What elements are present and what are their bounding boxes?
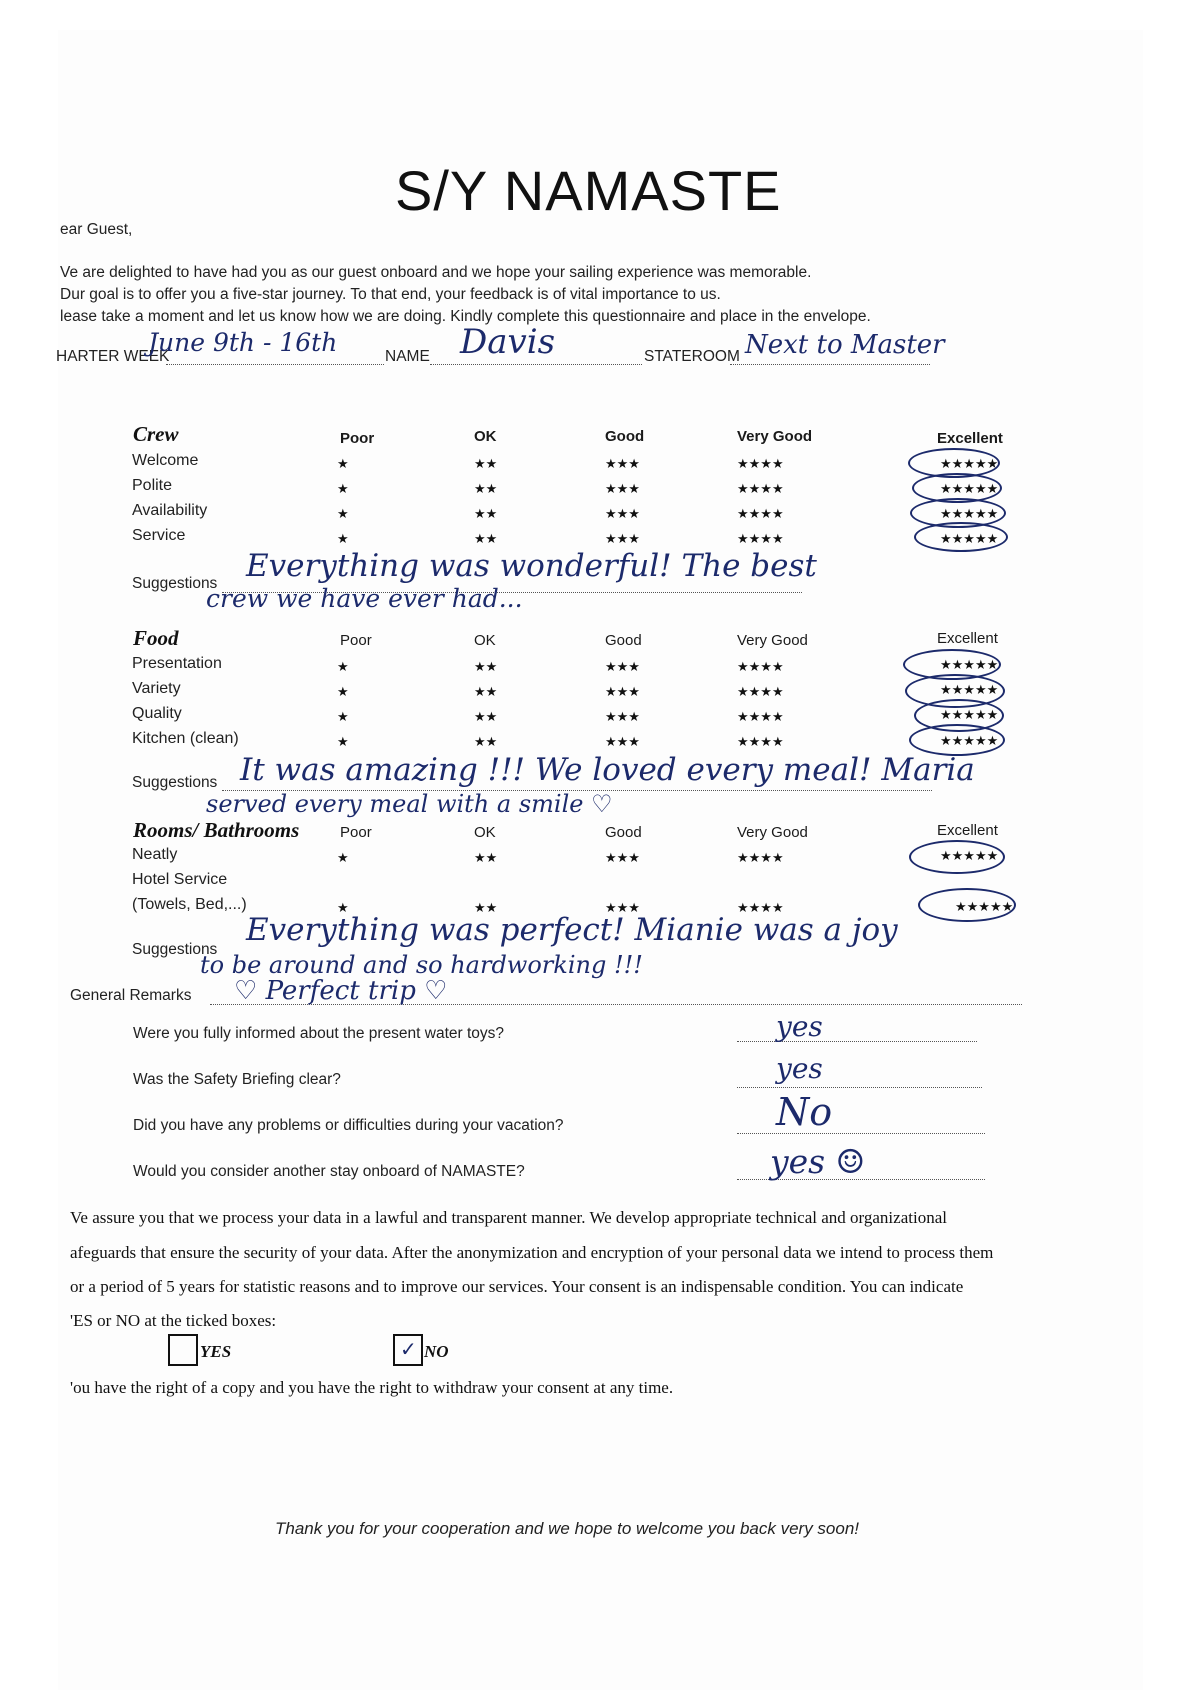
rooms-header-ok: OK [474,824,496,841]
star-1: ★ [337,900,349,915]
food-suggestions-label: Suggestions [132,774,218,791]
intro-line-2: Dur goal is to offer you a five-star journey. To that end, your feedback is of vital importance to us. [60,286,721,303]
star-5: ★★★★★ [940,733,999,748]
star-1: ★ [337,506,349,521]
crew-row-polite: Polite [132,477,173,494]
legal-line-2: afeguards that ensure the security of your data. After the anonymization and encryption of your personal data we intend to process them [70,1243,994,1262]
consent-no-label: NO [424,1342,449,1361]
charter-week-value[interactable]: June 9th - 16th [148,328,338,357]
star-2: ★★ [474,659,498,674]
intro-line-1: Ve are delighted to have had you as our guest onboard and we hope your sailing experience was memorable. [60,264,812,281]
food-row-quality: Quality [132,705,182,722]
food-row-kitchen: Kitchen (clean) [132,730,239,747]
crew-suggestion-text-1[interactable]: Everything was wonderful! The best [246,548,817,584]
legal-line-4: 'ES or NO at the ticked boxes: [70,1311,277,1330]
star-3: ★★★ [605,481,640,496]
star-4: ★★★★ [737,481,784,496]
star-5: ★★★★★ [940,707,999,722]
food-header-excellent: Excellent [937,630,998,647]
general-remarks-value[interactable]: ♡ Perfect trip ♡ [234,976,448,1006]
excellent-circle-mark[interactable] [909,840,1005,874]
star-3: ★★★ [605,684,640,699]
answer-water-toys[interactable]: yes [776,1010,823,1043]
star-5: ★★★★★ [940,481,999,496]
consent-no-checkbox[interactable] [393,1334,423,1366]
stateroom-label: STATEROOM [644,348,740,365]
legal-line-3: or a period of 5 years for statistic reasons and to improve our services. Your consent is an indispensable condition. You can indicate [70,1277,964,1296]
crew-header-good: Good [605,428,645,445]
stateroom-value[interactable]: Next to Master [745,330,945,360]
star-5: ★★★★★ [940,456,999,471]
star-2: ★★ [474,850,498,865]
star-3: ★★★ [605,531,640,546]
crew-header-poor: Poor [340,430,375,447]
answer-line [737,1133,985,1134]
star-5: ★★★★★ [940,506,999,521]
rooms-suggestion-text-1[interactable]: Everything was perfect! Mianie was a joy [246,912,898,948]
crew-suggestion-text-2[interactable]: crew we have ever had... [206,584,523,613]
star-3: ★★★ [605,734,640,749]
food-suggestion-text-2[interactable]: served every meal with a smile ♡ [206,790,613,818]
crew-row-welcome: Welcome [132,452,199,469]
rooms-header-excellent: Excellent [937,822,998,839]
food-row-presentation: Presentation [132,655,222,672]
star-1: ★ [337,684,349,699]
excellent-circle-mark[interactable] [918,888,1016,922]
star-1: ★ [337,734,349,749]
name-value[interactable]: Davis [460,322,556,362]
answer-line [737,1087,982,1088]
consent-yes-checkbox[interactable] [168,1334,198,1366]
food-suggestion-text-1[interactable]: It was amazing !!! We loved every meal! Maria [240,752,975,788]
charter-week-line [166,364,384,365]
star-5: ★★★★★ [955,899,1014,914]
star-4: ★★★★ [737,734,784,749]
star-3: ★★★ [605,506,640,521]
star-3: ★★★ [605,850,640,865]
star-1: ★ [337,709,349,724]
legal-line-1: Ve assure you that we process your data in a lawful and transparent manner. We develop appropriate technical and organizational [70,1208,947,1227]
star-1: ★ [337,531,349,546]
star-4: ★★★★ [737,900,784,915]
question-water-toys: Were you fully informed about the present water toys? [133,1025,505,1042]
crew-header-very-good: Very Good [737,428,813,445]
rooms-header-poor: Poor [340,824,372,841]
answer-line [737,1041,977,1042]
star-3: ★★★ [605,456,640,471]
food-header-poor: Poor [340,632,372,649]
greeting: ear Guest, [60,221,133,238]
star-2: ★★ [474,900,498,915]
star-2: ★★ [474,709,498,724]
star-3: ★★★ [605,900,640,915]
star-4: ★★★★ [737,659,784,674]
name-label: NAME [385,348,430,365]
question-another-stay: Would you consider another stay onboard of NAMASTE? [133,1163,525,1180]
consent-yes-label: YES [200,1342,232,1361]
star-1: ★ [337,659,349,674]
star-5: ★★★★★ [940,682,999,697]
rooms-row-neatly: Neatly [132,846,178,863]
star-5: ★★★★★ [940,848,999,863]
star-2: ★★ [474,456,498,471]
check-icon: ✓ [400,1339,417,1361]
thank-you-note: Thank you for your cooperation and we hope to welcome you back very soon! [275,1519,860,1538]
intro-line-3: lease take a moment and let us know how we are doing. Kindly complete this questionnaire and place in the envelope. [60,308,871,325]
food-header-very-good: Very Good [737,632,808,649]
excellent-circle-mark[interactable] [914,522,1008,552]
crew-header-ok: OK [474,428,497,445]
star-2: ★★ [474,481,498,496]
legal-line-5: 'ou have the right of a copy and you have the right to withdraw your consent at any time. [70,1378,674,1397]
page-title: S/Y NAMASTE [395,159,782,222]
star-5: ★★★★★ [940,657,999,672]
rooms-header-good: Good [605,824,642,841]
star-1: ★ [337,850,349,865]
rooms-suggestions-label: Suggestions [132,941,218,958]
star-2: ★★ [474,684,498,699]
star-4: ★★★★ [737,709,784,724]
food-header-ok: OK [474,632,496,649]
rooms-section-title: Rooms/ Bathrooms [133,818,300,842]
answer-problems[interactable]: No [776,1090,833,1134]
food-row-variety: Variety [132,680,181,697]
star-4: ★★★★ [737,850,784,865]
rooms-row-hotel-service: Hotel Service [132,871,228,888]
crew-header-excellent: Excellent [937,430,1003,447]
star-3: ★★★ [605,659,640,674]
star-1: ★ [337,456,349,471]
rooms-header-very-good: Very Good [737,824,808,841]
food-header-good: Good [605,632,642,649]
star-4: ★★★★ [737,531,784,546]
star-4: ★★★★ [737,684,784,699]
name-line [430,364,642,365]
star-2: ★★ [474,531,498,546]
crew-section-title: Crew [133,422,179,446]
star-5: ★★★★★ [940,531,999,546]
answer-safety-briefing[interactable]: yes [776,1052,823,1085]
star-4: ★★★★ [737,456,784,471]
question-safety-briefing: Was the Safety Briefing clear? [133,1071,341,1088]
crew-row-availability: Availability [132,502,208,519]
crew-row-service: Service [132,527,186,544]
charter-week-label: HARTER WEEK [56,348,170,365]
answer-another-stay[interactable]: yes ☺ [770,1142,866,1181]
rooms-row-towels: (Towels, Bed,...) [132,896,247,913]
rooms-suggestion-text-2[interactable]: to be around and so hardworking !!! [200,951,643,979]
stateroom-line [730,364,930,365]
food-section-title: Food [133,626,179,650]
star-3: ★★★ [605,709,640,724]
star-2: ★★ [474,506,498,521]
crew-suggestions-label: Suggestions [132,575,218,592]
star-2: ★★ [474,734,498,749]
general-remarks-label: General Remarks [70,987,192,1004]
question-problems: Did you have any problems or difficulties during your vacation? [133,1117,564,1134]
star-1: ★ [337,481,349,496]
star-4: ★★★★ [737,506,784,521]
